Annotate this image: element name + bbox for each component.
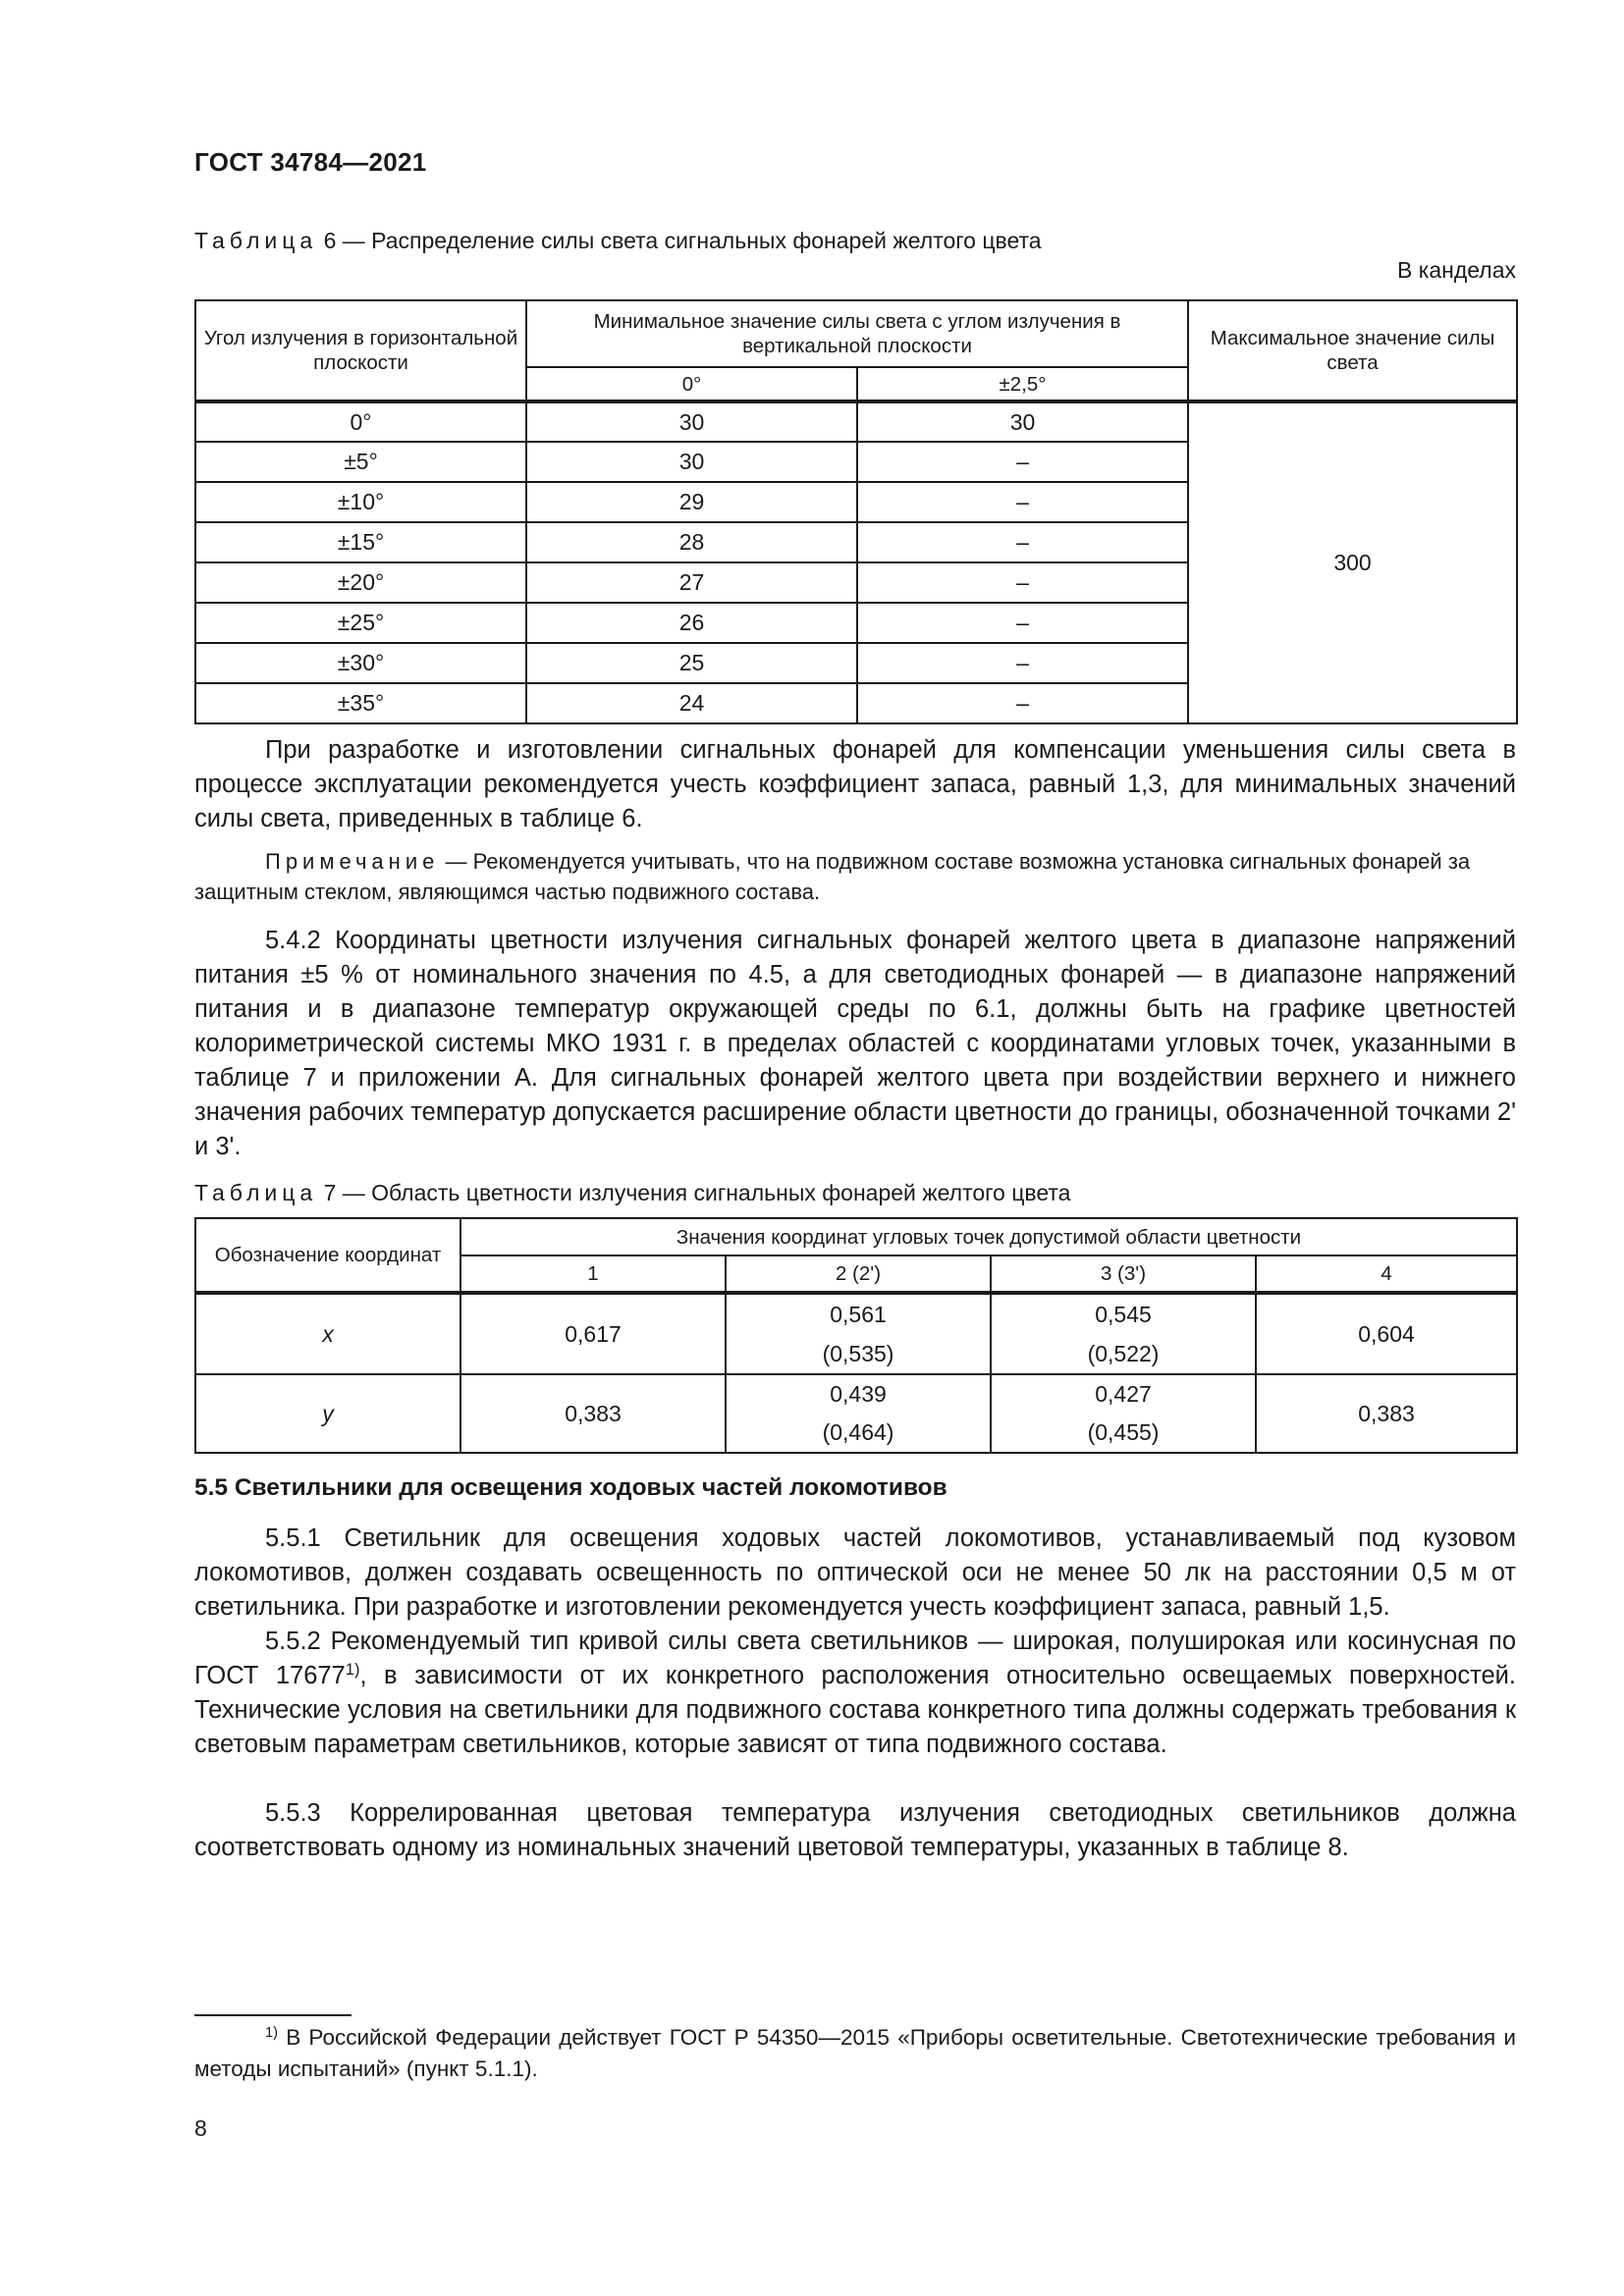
table6-value-25: –: [857, 683, 1188, 723]
table6-caption: [194, 228, 1042, 254]
paragraph-5-5-2: [194, 1625, 1516, 1762]
table6-value-0: 27: [526, 562, 857, 603]
table6-value-25: –: [857, 442, 1188, 482]
table6-head-max: Максимальное значение силы света: [1188, 300, 1517, 401]
table6-value-25: 30: [857, 401, 1188, 442]
table6-angle: 0°: [195, 401, 526, 442]
page-number: 8: [194, 2115, 207, 2141]
table7-value-alt: (0,455): [1087, 1419, 1160, 1445]
table6-units: В канделах: [1397, 257, 1516, 283]
table7: [194, 1217, 1518, 1454]
table6-value-0: 25: [526, 643, 857, 683]
table6-angle: ±10°: [195, 482, 526, 522]
table7-head-point-4: 4: [1256, 1255, 1517, 1293]
table7-value-pair: [991, 1374, 1256, 1453]
table7-value-alt: (0,522): [1087, 1340, 1160, 1366]
table6-value-25: –: [857, 562, 1188, 603]
table7-head-group: Значения координат угловых точек допустимой области цветности: [460, 1218, 1517, 1255]
table7-value-alt: (0,535): [822, 1340, 894, 1366]
note-text: — Рекомендуется учитывать, что на подвижном составе возможна установка сигнальных фонарей за защитным стеклом, являющимся частью подвижного состава.: [194, 849, 1471, 904]
table6-value-0: 28: [526, 522, 857, 562]
table6-value-0: 29: [526, 482, 857, 522]
table7-value: 0,545: [1095, 1301, 1152, 1327]
table6-head-sub-25: ±2,5°: [857, 367, 1188, 401]
table6-caption-word: Таблица: [194, 228, 318, 253]
table6-value-25: –: [857, 482, 1188, 522]
footnote-ref: 1): [345, 1659, 360, 1679]
table6-angle: ±20°: [195, 562, 526, 603]
table6: [194, 299, 1518, 724]
footnote: [194, 2022, 1516, 2085]
table7-caption-word: Таблица: [194, 1180, 318, 1205]
note-label: Примечание: [265, 849, 440, 874]
table6-value-25: –: [857, 603, 1188, 643]
table6-head-min: Минимальное значение силы света с углом излучения в вертикальной плоскости: [526, 300, 1188, 367]
table6-value-0: 30: [526, 401, 857, 442]
table6-value-25: –: [857, 643, 1188, 683]
table7-value-pair: [726, 1374, 991, 1453]
table6-caption-text: 6 — Распределение силы света сигнальных фонарей желтого цвета: [317, 228, 1042, 253]
table6-angle: ±5°: [195, 442, 526, 482]
table7-value-pair: [991, 1293, 1256, 1374]
table-row: [195, 401, 1517, 442]
footnote-text: В Российской Федерации действует ГОСТ Р 54350—2015 «Приборы осветительные. Светотехнические требования и методы испытаний» (пункт 5.1.1).: [194, 2025, 1516, 2081]
table7-value: 0,383: [1256, 1374, 1517, 1453]
table7-value: 0,561: [830, 1301, 887, 1327]
table7-coord-y: y: [195, 1374, 460, 1453]
table6-angle: ±15°: [195, 522, 526, 562]
table7-caption-text: 7 — Область цветности излучения сигнальных фонарей желтого цвета: [317, 1180, 1071, 1205]
table6-head-angle: Угол излучения в горизонтальной плоскости: [195, 300, 526, 401]
table7-value: 0,427: [1095, 1381, 1152, 1407]
table6-angle: ±35°: [195, 683, 526, 723]
document-header: ГОСТ 34784—2021: [194, 147, 427, 177]
table6-value-0: 26: [526, 603, 857, 643]
table7-head-point-3: 3 (3'): [991, 1255, 1256, 1293]
table6-value-0: 30: [526, 442, 857, 482]
table7-caption: [194, 1180, 1070, 1206]
table6-angle: ±30°: [195, 643, 526, 683]
table6-value-0: 24: [526, 683, 857, 723]
table7-head-coord: Обозначение координат: [195, 1218, 460, 1293]
table7-value: 0,439: [830, 1381, 887, 1407]
footnote-separator: [194, 2014, 352, 2016]
table6-max-value: 300: [1188, 401, 1517, 723]
paragraph-5-5-1: 5.5.1 Светильник для освещения ходовых частей локомотивов, устанавливаемый под кузовом локомотивов, должен создавать освещенность по оптической оси не менее 50 лк на расстоянии 0,5 м от светильника. При разработке и изготовлении рекомендуется учесть коэффициент запаса, равный 1,5.: [194, 1524, 1516, 1621]
table6-angle: ±25°: [195, 603, 526, 643]
table7-value: 0,383: [460, 1374, 726, 1453]
paragraph-5-5-2-text-cont: , в зависимости от их конкретного расположения относительно освещаемых поверхностей. Технические условия на светильники для подвижного состава конкретного типа должны содержать требования к световым параметрам светильников, которые зависят от типа подвижного состава.: [194, 1662, 1516, 1758]
table7-coord-x: x: [195, 1293, 460, 1374]
table7-value: 0,604: [1256, 1293, 1517, 1374]
table-row: [195, 1374, 1517, 1453]
table6-value-25: –: [857, 522, 1188, 562]
paragraph-5-4-2: 5.4.2 Координаты цветности излучения сигнальных фонарей желтого цвета в диапазоне напряжений питания ±5 % от номинального значения по 4.5, а для светодиодных фонарей — в диапазоне напряжений питания и в диапазоне температур окружающей среды по 6.1, должны быть на графике цветностей колориметрической системы МКО 1931 г. в пределах областей с координатами угловых точек, указанными в таблице 7 и приложении А. Для сигнальных фонарей желтого цвета при воздействии верхнего и нижнего значения рабочих температур допускается расширение области цветности до границы, обозначенной точками 2' и 3'.: [194, 927, 1516, 1160]
table7-value-alt: (0,464): [822, 1419, 894, 1445]
paragraph-reserve-factor: При разработке и изготовлении сигнальных фонарей для компенсации уменьшения силы света в процессе эксплуатации рекомендуется учесть коэффициент запаса, равный 1,3, для минимальных значений силы света, приведенных в таблице 6.: [194, 736, 1516, 832]
table-row: [195, 1293, 1517, 1374]
table7-value-pair: [726, 1293, 991, 1374]
note: [194, 846, 1516, 907]
section-heading-5-5: 5.5 Светильники для освещения ходовых частей локомотивов: [194, 1474, 947, 1501]
table7-value: 0,617: [460, 1293, 726, 1374]
paragraph-5-5-2-text: 5.5.2 Рекомендуемый тип кривой силы света светильников — широкая, полуширокая или косинусная по ГОСТ 17677: [194, 1628, 1516, 1689]
table6-head-sub-0: 0°: [526, 367, 857, 401]
table7-head-point-2: 2 (2'): [726, 1255, 991, 1293]
table7-head-point-1: 1: [460, 1255, 726, 1293]
footnote-mark: 1): [265, 2024, 278, 2041]
paragraph-5-5-3: 5.5.3 Коррелированная цветовая температура излучения светодиодных светильников должна соответствовать одному из номинальных значений цветовой температуры, указанных в таблице 8.: [194, 1799, 1516, 1861]
